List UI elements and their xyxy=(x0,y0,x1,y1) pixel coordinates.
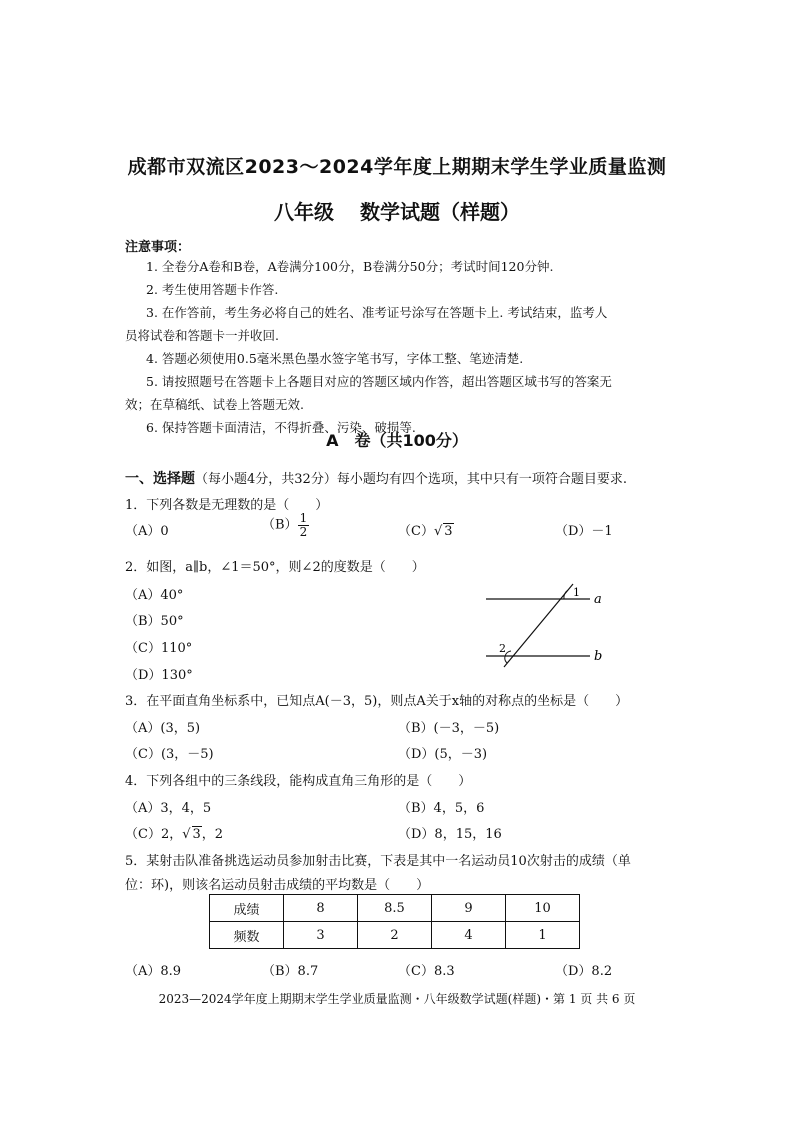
q2-option-b: （B）50° xyxy=(125,614,184,629)
page-footer: 2023—2024学年度上期期末学生学业质量监测・八年级数学试题(样题)・第 1 页 共 6 页 xyxy=(158,992,636,1006)
table-cell: 8.5 xyxy=(358,895,432,922)
q1-option-b-label: （B） xyxy=(262,517,298,533)
q2-option-a: （A）40° xyxy=(125,588,184,603)
section-a-title: A 卷（共100分） xyxy=(326,431,468,450)
table-cell: 8 xyxy=(284,895,358,922)
note-item: 效；在草稿纸、试卷上答题无效. xyxy=(125,397,304,412)
transversal-line xyxy=(504,584,573,667)
table-cell: 2 xyxy=(358,922,432,949)
q3-option-a: （A）(3，5) xyxy=(125,721,201,736)
table-row xyxy=(210,922,580,949)
fraction-denominator: 2 xyxy=(299,524,308,539)
line-b-label: b xyxy=(594,649,603,664)
q3-option-d: （D）(5，－3) xyxy=(398,747,488,762)
exam-subtitle xyxy=(0,196,794,225)
note-item: 4. 答题必须使用0.5毫米黑色墨水签字笔书写，字体工整、笔迹清楚. xyxy=(146,351,524,366)
q5-stem-line2: 位：环)，则该名运动员射击成绩的平均数是（ ） xyxy=(125,878,430,893)
note-item: 1. 全卷分A卷和B卷，A卷满分100分，B卷满分50分；考试时间120分钟. xyxy=(146,259,554,274)
score-table xyxy=(209,894,580,949)
note-item: 5. 请按照题号在答题卡上各题目对应的答题区域内作答，超出答题区域书写的答案无 xyxy=(146,374,612,389)
table-cell: 9 xyxy=(432,895,506,922)
sqrt-expression: √ 3 xyxy=(433,524,453,539)
table-row xyxy=(210,895,580,922)
q1-fraction xyxy=(298,512,310,538)
q4-option-a: （A）3，4，5 xyxy=(125,801,212,816)
q5-option-d: （D）8.2 xyxy=(555,964,613,979)
q3-option-b: （B）(－3，－5) xyxy=(398,721,500,736)
q2-option-c: （C）110° xyxy=(125,641,193,656)
q5-option-a: （A）8.9 xyxy=(125,964,182,979)
q2-option-d: （D）130° xyxy=(125,668,193,683)
q1-option-d: （D）－1 xyxy=(555,524,613,539)
q4-option-c-label: （C）2， xyxy=(125,827,183,842)
table-cell: 1 xyxy=(506,922,580,949)
angle-1-label: 1 xyxy=(573,586,580,599)
q4-option-b: （B）4，5，6 xyxy=(398,801,485,816)
line-a-label: a xyxy=(594,592,602,607)
q4-stem: 4．下列各组中的三条线段，能构成直角三角形的是（ ） xyxy=(125,774,472,789)
parallel-lines-figure xyxy=(480,578,610,670)
angle-2-label: 2 xyxy=(499,642,506,655)
q4-option-c-tail: ，2 xyxy=(201,827,224,842)
table-cell: 频数 xyxy=(210,922,284,949)
grade-label: 八年级 xyxy=(274,200,334,224)
q2-stem: 2．如图，a∥b，∠1＝50°，则∠2的度数是（ ） xyxy=(125,560,425,575)
note-item: 6. 保持答题卡面清洁，不得折叠、污染、破损等. xyxy=(146,420,416,435)
q1-option-a: （A）0 xyxy=(125,524,169,539)
fraction-numerator: 1 xyxy=(299,511,308,525)
radicand: 3 xyxy=(192,827,201,842)
exam-title: 成都市双流区2023～2024学年度上期期末学生学业质量监测 xyxy=(127,156,667,178)
note-item: 3. 在作答前，考生务必将自己的姓名、准考证号涂写在答题卡上. 考试结束，监考人 xyxy=(146,305,608,320)
subject-label: 数学试题（样题） xyxy=(360,200,520,224)
part1-note: （每小题4分，共32分）每小题均有四个选项，其中只有一项符合题目要求. xyxy=(195,472,627,487)
radicand: 3 xyxy=(444,524,453,539)
q3-option-c: （C）(3，－5) xyxy=(125,747,214,762)
q4-option-d: （D）8，15，16 xyxy=(398,827,502,842)
table-cell: 4 xyxy=(432,922,506,949)
notes-heading: 注意事项： xyxy=(125,240,191,255)
table-cell: 10 xyxy=(506,895,580,922)
q5-option-b: （B）8.7 xyxy=(262,964,319,979)
q1-option-b xyxy=(262,512,309,538)
table-cell: 成绩 xyxy=(210,895,284,922)
q1-option-c-label: （C） xyxy=(398,524,434,539)
q1-option-c xyxy=(398,520,454,539)
note-item: 2. 考生使用答题卡作答. xyxy=(146,282,279,297)
q5-stem-line1: 5．某射击队准备挑选运动员参加射击比赛，下表是其中一名运动员10次射击的成绩（单 xyxy=(125,854,631,869)
table-cell: 3 xyxy=(284,922,358,949)
q3-stem: 3．在平面直角坐标系中，已知点A(－3，5)，则点A关于x轴的对称点的坐标是（ ） xyxy=(125,694,629,709)
q4-option-c xyxy=(125,823,223,842)
sqrt-expression: √ 3 xyxy=(182,827,201,842)
q1-stem: 1．下列各数是无理数的是（ ） xyxy=(125,498,329,513)
part1-heading-line xyxy=(125,468,627,488)
part1-heading: 一、选择题 xyxy=(125,471,195,487)
q5-option-c: （C）8.3 xyxy=(398,964,455,979)
note-item: 员将试卷和答题卡一并收回. xyxy=(125,328,279,343)
